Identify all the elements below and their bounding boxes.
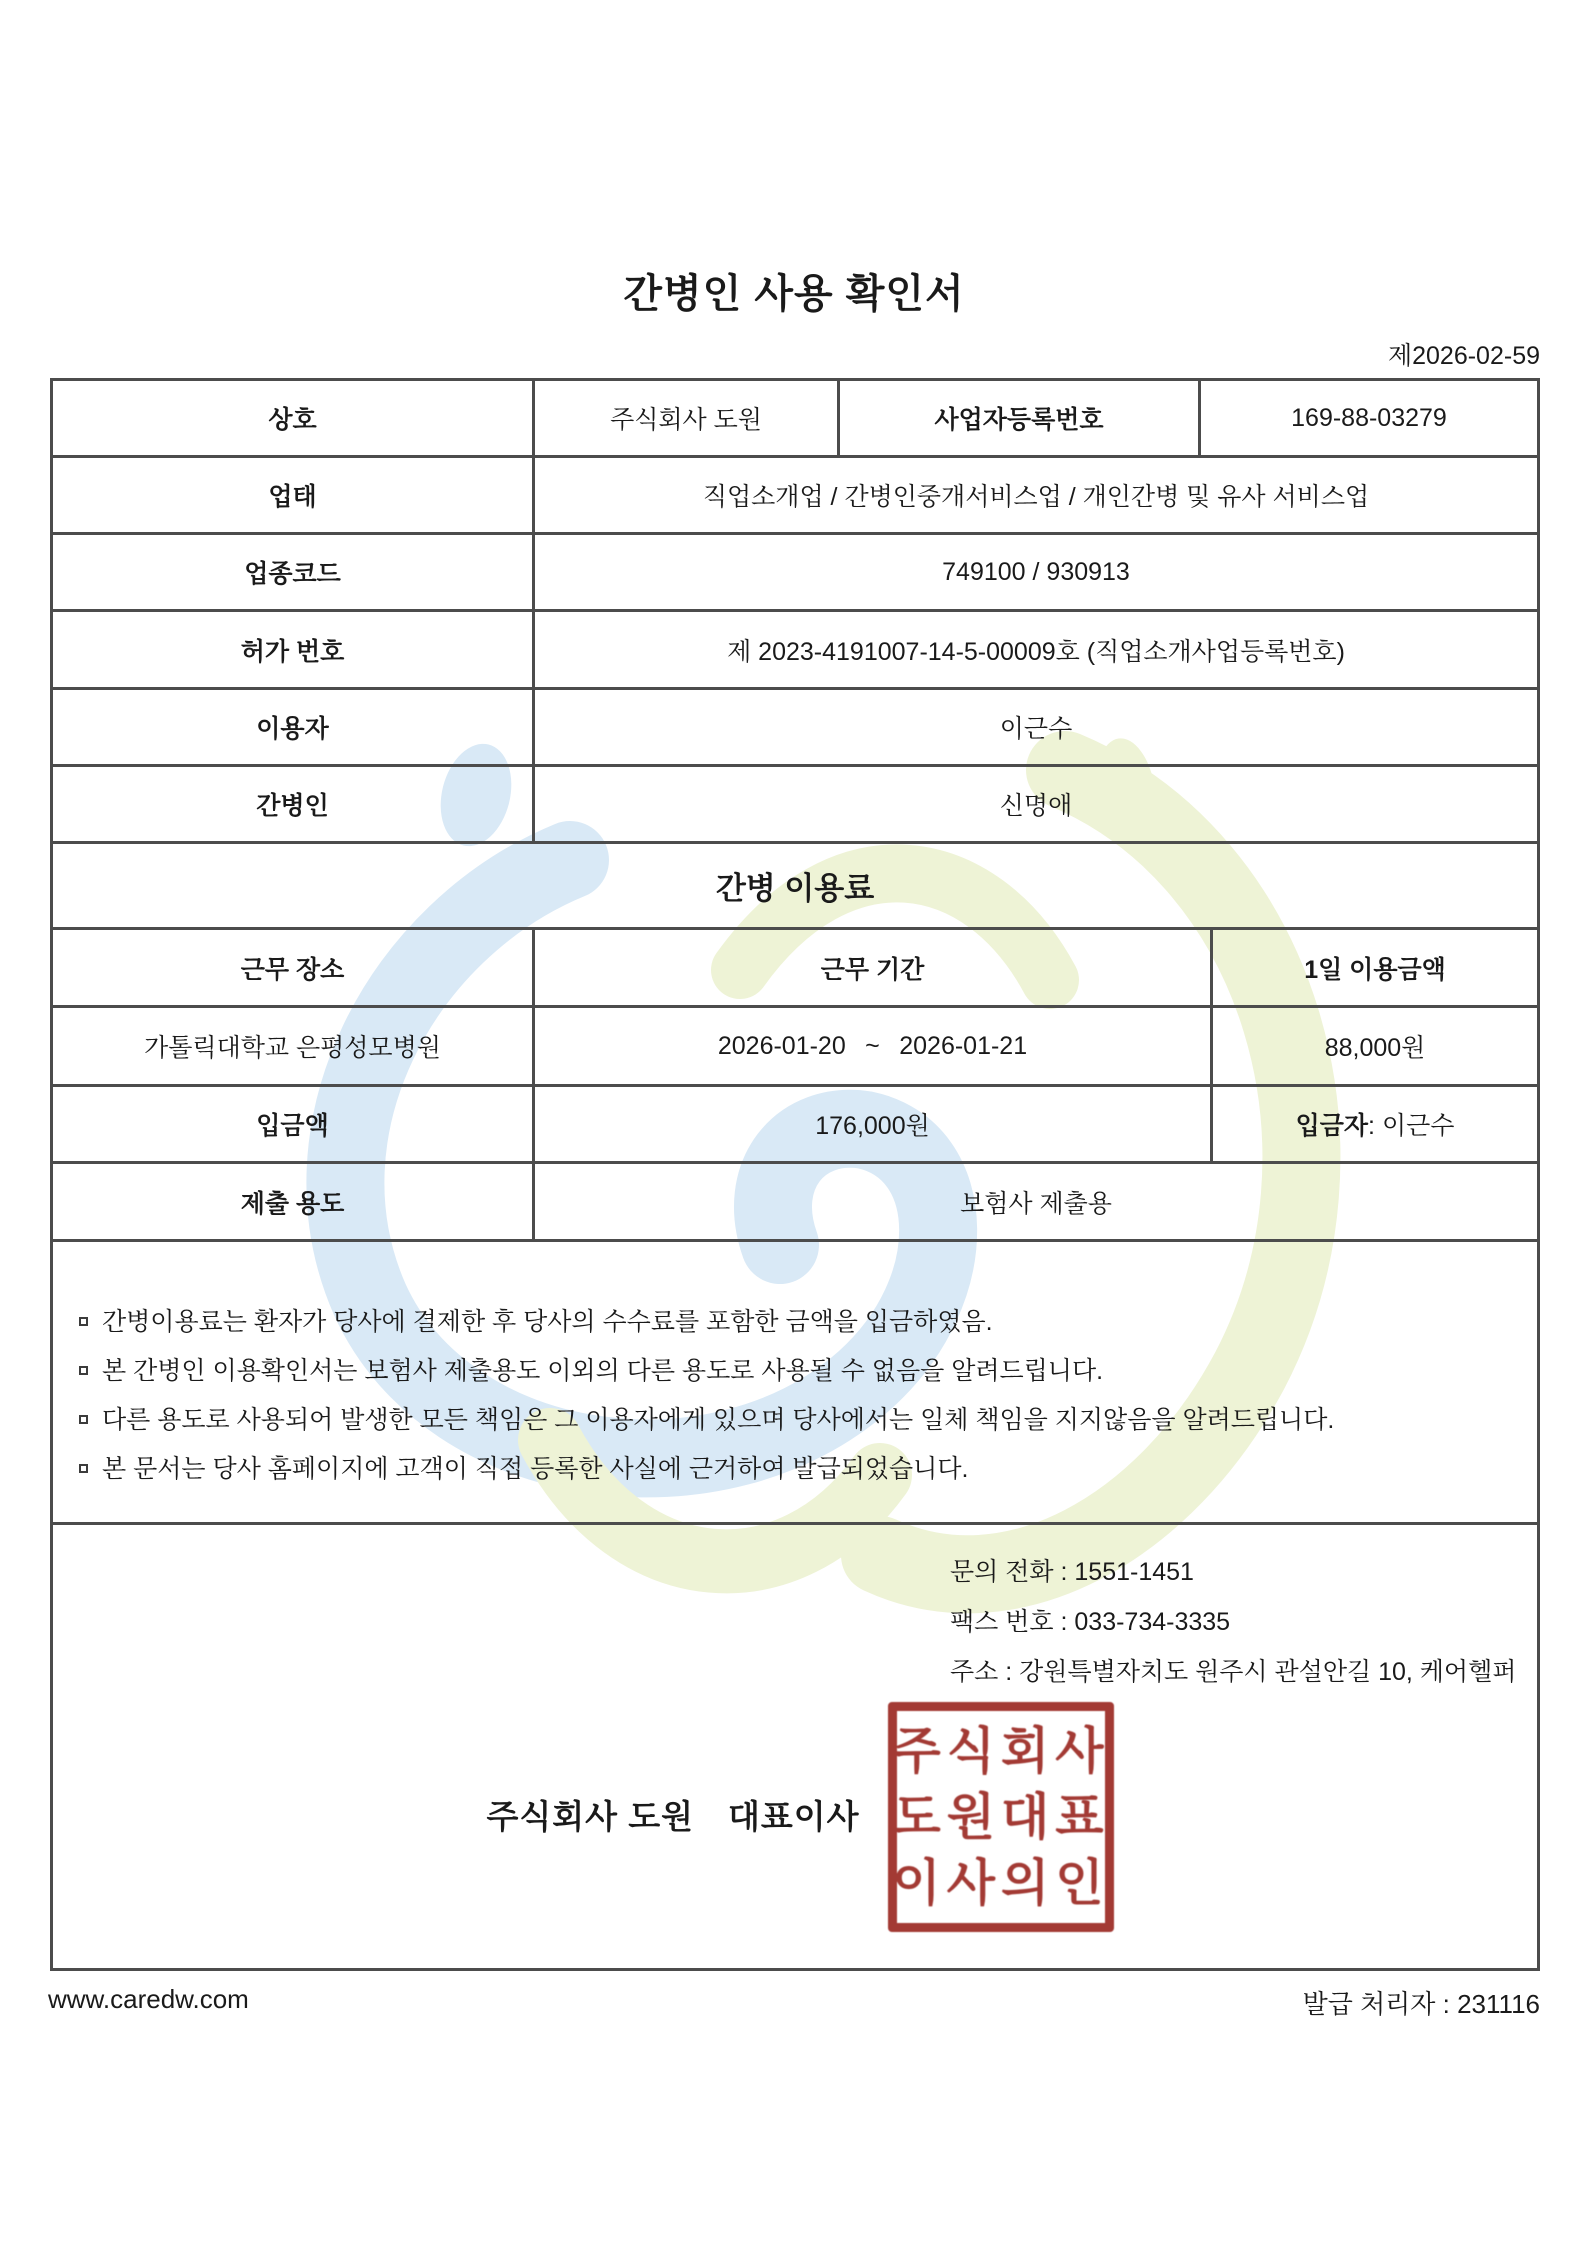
table-row-caregiver bbox=[53, 767, 1537, 844]
company-name-label: 상호 bbox=[53, 381, 535, 455]
note-item bbox=[79, 1298, 1527, 1347]
user-label: 이용자 bbox=[53, 690, 535, 764]
daily-fee-header: 1일 이용금액 bbox=[1304, 955, 1446, 984]
depositor-label: 입금자 bbox=[1295, 1112, 1369, 1140]
note-text: 본 문서는 당사 홈페이지에 고객이 직접 등록한 사실에 근거하여 발급되었습니다. bbox=[102, 1455, 969, 1483]
caregiver-label: 간병인 bbox=[53, 767, 535, 841]
notes-cell bbox=[53, 1242, 1537, 1522]
confirmation-table bbox=[50, 378, 1540, 1971]
business-type-label: 업태 bbox=[53, 458, 535, 532]
issuer-id: 발급 처리자 : 231116 bbox=[1302, 1989, 1540, 2019]
ceo-signature-text: 주식회사 도원 대표이사 bbox=[486, 1798, 860, 1835]
table-row-deposit bbox=[53, 1087, 1537, 1164]
table-row-company bbox=[53, 381, 1537, 458]
table-row-business-type bbox=[53, 458, 1537, 535]
note-item bbox=[79, 1445, 1527, 1494]
deposit-label: 입금액 bbox=[53, 1087, 535, 1161]
table-row-permit-number bbox=[53, 612, 1537, 690]
user-value: 이근수 bbox=[999, 715, 1073, 743]
seal-text-line: 이사의인 bbox=[892, 1855, 1110, 1911]
industry-code-label: 업종코드 bbox=[53, 535, 535, 609]
permit-number-label: 허가 번호 bbox=[53, 612, 535, 687]
deposit-value: 176,000원 bbox=[535, 1087, 1213, 1161]
corporate-seal-stamp bbox=[888, 1702, 1114, 1932]
square-bullet-icon bbox=[79, 1464, 88, 1473]
contact-phone: 문의 전화 : 1551-1451 bbox=[950, 1558, 1194, 1586]
contact-address: 주소 : 강원특별자치도 원주시 관설안길 10, 케어헬퍼 bbox=[950, 1658, 1517, 1686]
daily-fee-value: 88,000원 bbox=[1324, 1034, 1426, 1062]
document-number: 제2026-02-59 bbox=[1387, 342, 1540, 370]
square-bullet-icon bbox=[79, 1415, 88, 1424]
signature-cell bbox=[53, 1525, 1537, 1968]
table-row-fee-data bbox=[53, 1008, 1537, 1087]
depositor-value: : 이근수 bbox=[1368, 1112, 1455, 1140]
contact-block bbox=[950, 1547, 1516, 1697]
table-row-fee-columns bbox=[53, 930, 1537, 1008]
note-text: 간병이용료는 환자가 당사에 결제한 후 당사의 수수료를 포함한 금액을 입금하였음. bbox=[102, 1308, 993, 1336]
work-place-value: 가톨릭대학교 은평성모병원 bbox=[53, 1008, 535, 1084]
note-item bbox=[79, 1347, 1527, 1396]
table-row-signature bbox=[53, 1525, 1537, 1968]
purpose-label: 제출 용도 bbox=[53, 1164, 535, 1239]
business-number-value: 169-88-03279 bbox=[1291, 403, 1447, 432]
business-number-label: 사업자등록번호 bbox=[840, 381, 1201, 455]
caregiver-value: 신명애 bbox=[999, 792, 1073, 820]
seal-text-line: 주식회사 bbox=[892, 1723, 1110, 1779]
note-text: 다른 용도로 사용되어 발생한 모든 책임은 그 이용자에게 있으며 당사에서는 일체 책임을 지지않음을 알려드립니다. bbox=[102, 1406, 1335, 1434]
purpose-value: 보험사 제출용 bbox=[960, 1189, 1112, 1218]
note-text: 본 간병인 이용확인서는 보험사 제출용도 이외의 다른 용도로 사용될 수 없음을 알려드립니다. bbox=[102, 1357, 1104, 1385]
industry-code-value: 749100 / 930913 bbox=[942, 557, 1130, 586]
table-row-purpose bbox=[53, 1164, 1537, 1242]
table-row-notes bbox=[53, 1242, 1537, 1525]
table-row-fee-header bbox=[53, 844, 1537, 930]
page-title: 간병인 사용 확인서 bbox=[623, 272, 965, 316]
note-item bbox=[79, 1396, 1527, 1445]
contact-fax: 팩스 번호 : 033-734-3335 bbox=[950, 1608, 1231, 1636]
fee-section-title: 간병 이용료 bbox=[715, 871, 875, 906]
work-period-header: 근무 기간 bbox=[535, 930, 1213, 1005]
table-row-user bbox=[53, 690, 1537, 767]
company-name-value: 주식회사 도원 bbox=[535, 381, 840, 455]
business-type-value: 직업소개업 / 간병인중개서비스업 / 개인간병 및 유사 서비스업 bbox=[702, 483, 1370, 511]
permit-number-value: 제 2023-4191007-14-5-00009호 (직업소개사업등록번호) bbox=[727, 637, 1345, 666]
work-period-value: 2026-01-20 ~ 2026-01-21 bbox=[535, 1008, 1213, 1084]
square-bullet-icon bbox=[79, 1366, 88, 1375]
website-url: www.caredw.com bbox=[48, 1984, 249, 2014]
depositor-cell bbox=[1213, 1087, 1537, 1161]
work-place-header: 근무 장소 bbox=[53, 930, 535, 1005]
table-row-industry-code bbox=[53, 535, 1537, 612]
square-bullet-icon bbox=[79, 1317, 88, 1326]
seal-text-line: 도원대표 bbox=[892, 1789, 1110, 1845]
